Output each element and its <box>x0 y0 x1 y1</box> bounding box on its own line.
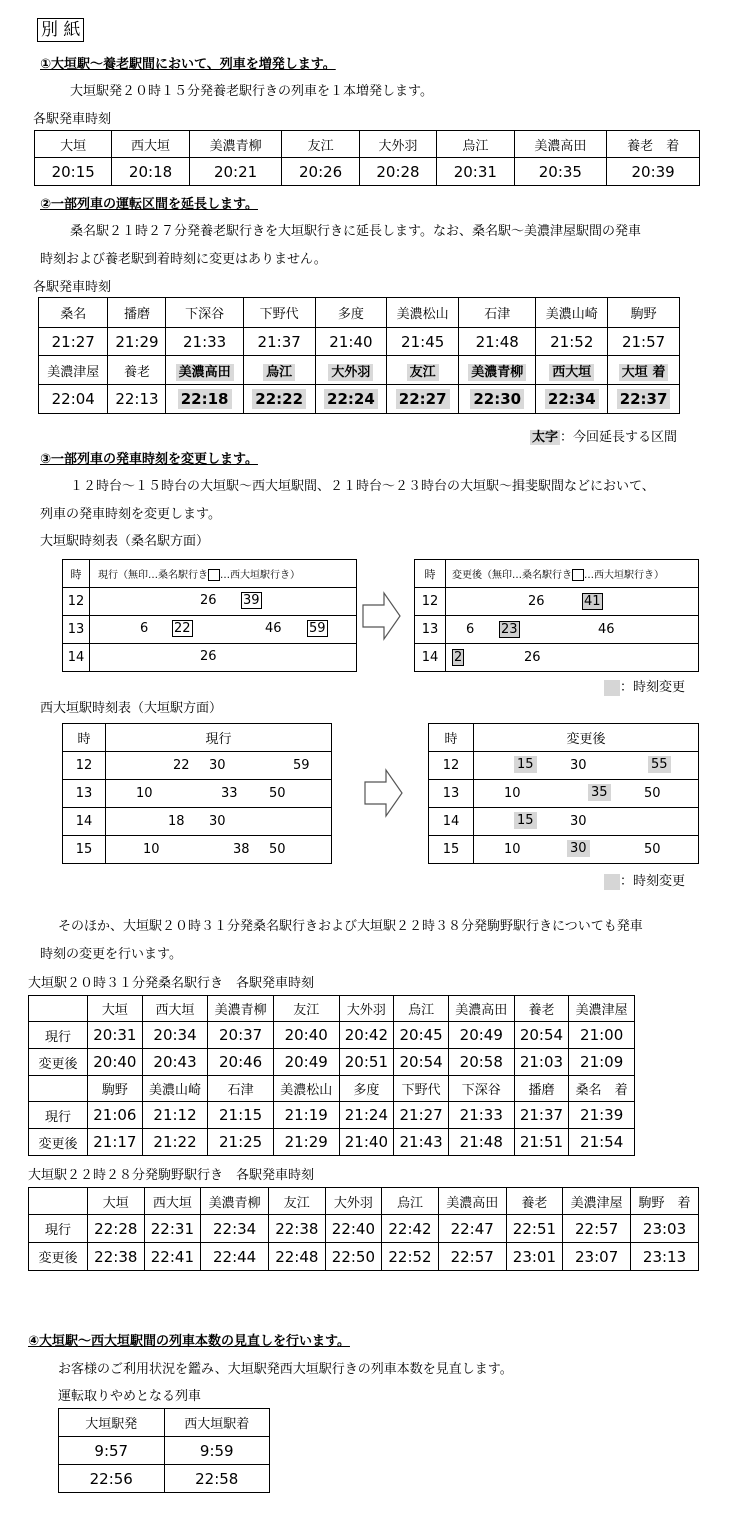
section2-table <box>38 297 680 414</box>
bold-time: 22:22 <box>252 389 306 409</box>
station-cell: 美濃山崎 <box>536 298 608 328</box>
bold-time: 美濃高田 <box>176 364 234 381</box>
row-label: 現行 <box>29 1215 88 1243</box>
time-cell: 23:03 <box>631 1215 699 1243</box>
time-cell: 22:13 <box>108 385 166 414</box>
bold-time: 22:27 <box>396 389 450 409</box>
hour-cell: 13 <box>63 616 90 644</box>
time-cell: 21:29 <box>273 1129 339 1156</box>
section3-desc2: 列車の発車時刻を変更します。 <box>40 507 221 522</box>
table-cell: 22:56 <box>59 1465 165 1493</box>
time-cell: 20:34 <box>142 1022 208 1049</box>
hour-cell: 14 <box>415 644 446 672</box>
station-cell: 西大垣 <box>142 996 208 1022</box>
table-cell: 22:58 <box>164 1465 270 1493</box>
t2-table <box>28 1187 699 1271</box>
minutes-cell: 10 38 50 <box>106 836 332 864</box>
station-cell: 美濃高田 <box>514 131 607 158</box>
station-cell: 養老 <box>514 996 569 1022</box>
section2-legend: 太字 ：今回延長する区間 <box>532 430 678 445</box>
station-cell: 養老 <box>108 356 166 385</box>
time-cell: 21:19 <box>273 1102 339 1129</box>
hour-cell: 13 <box>63 780 106 808</box>
time-cell: 23:07 <box>563 1243 631 1271</box>
minutes-cell: 18 30 <box>106 808 332 836</box>
time-cell: 21:27 <box>394 1102 449 1129</box>
section2-desc2: 時刻および養老駅到着時刻に変更はありません。 <box>40 252 327 267</box>
station-cell: 桑名 <box>39 298 108 328</box>
station-cell: 駒野 <box>608 298 680 328</box>
station-cell: 駒野 <box>88 1076 143 1102</box>
hour-cell: 13 <box>429 780 474 808</box>
time-cell: 20:40 <box>88 1049 143 1076</box>
station-cell <box>243 356 315 385</box>
time-cell: 20:51 <box>339 1049 394 1076</box>
station-cell: 美濃松山 <box>387 298 459 328</box>
minutes-cell: 26 <box>90 644 357 672</box>
time-cell <box>243 385 315 414</box>
time-cell: 22:51 <box>506 1215 563 1243</box>
hour-header: 時 <box>63 724 106 752</box>
arrow-right-icon <box>362 591 402 641</box>
minutes-cell: 2 26 <box>446 644 699 672</box>
section2-heading: ②一部列車の運転区間を延長します。 <box>40 197 258 212</box>
station-cell <box>536 356 608 385</box>
section2-desc1: 桑名駅２１時２７分発養老駅行きを大垣駅行きに延長します。なお、桑名駅～美濃津屋駅間の発車 <box>70 224 641 239</box>
minutes-cell: 26 41 <box>446 588 699 616</box>
minutes-cell: 10 30 50 <box>474 836 699 864</box>
minutes-cell: 15 30 <box>474 808 699 836</box>
nishi-new-table <box>428 723 699 864</box>
time-cell <box>608 385 680 414</box>
station-cell <box>315 356 387 385</box>
section1-heading: ①大垣駅～養老駅間において、列車を増発します。 <box>40 57 336 72</box>
nishi-timetable-label: 西大垣駅時刻表（大垣駅方面） <box>40 701 223 716</box>
row-label: 変更後 <box>29 1129 88 1156</box>
hour-cell: 12 <box>63 588 90 616</box>
time-cell: 23:01 <box>506 1243 563 1271</box>
time-cell: 21:15 <box>208 1102 274 1129</box>
hour-cell: 12 <box>415 588 446 616</box>
minutes-cell: 6 22 46 59 <box>90 616 357 644</box>
time-cell: 20:15 <box>35 158 112 186</box>
time-cell: 22:47 <box>438 1215 506 1243</box>
ogaki-legend: ：時刻変更 <box>604 676 685 696</box>
station-cell: 播磨 <box>514 1076 569 1102</box>
time-cell: 21:33 <box>166 328 243 356</box>
station-cell <box>459 356 536 385</box>
station-cell <box>166 356 243 385</box>
time-cell: 20:58 <box>448 1049 514 1076</box>
time-cell: 22:04 <box>39 385 108 414</box>
station-cell: 美濃青柳 <box>201 1188 269 1215</box>
hour-cell: 14 <box>63 808 106 836</box>
page-title: 別 紙 <box>37 18 84 42</box>
time-cell <box>459 385 536 414</box>
ogaki-new-header: 変更後（無印…桑名駅行き …西大垣駅行き） <box>446 560 699 588</box>
minutes-cell: 10 35 50 <box>474 780 699 808</box>
hour-cell: 15 <box>63 836 106 864</box>
station-cell: 播磨 <box>108 298 166 328</box>
table-cell: 9:57 <box>59 1437 165 1465</box>
time-cell: 21:22 <box>142 1129 208 1156</box>
station-cell: 美濃高田 <box>438 1188 506 1215</box>
station-cell: 下野代 <box>243 298 315 328</box>
bold-time: 22:34 <box>545 389 599 409</box>
section1-table-label: 各駅発車時刻 <box>33 112 112 127</box>
time-cell: 20:31 <box>437 158 514 186</box>
other-changes-text1: そのほか、大垣駅２０時３１分発桑名駅行きおよび大垣駅２２時３８分発駒野駅行きについても発車 <box>58 919 643 934</box>
time-cell: 20:42 <box>339 1022 394 1049</box>
section2-table-label: 各駅発車時刻 <box>33 280 112 295</box>
bold-time: 大垣 着 <box>619 364 669 381</box>
bold-time: 西大垣 <box>549 364 594 381</box>
station-cell: 西大垣 <box>144 1188 201 1215</box>
time-cell: 23:13 <box>631 1243 699 1271</box>
time-cell: 21:54 <box>569 1129 635 1156</box>
ogaki-current-header: 現行（無印…桑名駅行き …西大垣駅行き） <box>90 560 357 588</box>
ogaki-new-table <box>414 559 699 672</box>
row-label: 現行 <box>29 1022 88 1049</box>
station-cell: 大外羽 <box>325 1188 382 1215</box>
section1-desc: 大垣駅発２０時１５分発養老駅行きの列車を１本増発します。 <box>70 84 433 99</box>
cancelled-trains-table <box>58 1408 270 1493</box>
time-cell: 21:52 <box>536 328 608 356</box>
station-cell: 桑名 着 <box>569 1076 635 1102</box>
station-cell: 大垣 <box>35 131 112 158</box>
station-cell: 烏江 <box>437 131 514 158</box>
col-header: 大垣駅発 <box>59 1409 165 1437</box>
time-cell <box>315 385 387 414</box>
station-cell: 美濃青柳 <box>189 131 282 158</box>
nishi-current-header: 現行 <box>106 724 332 752</box>
station-cell: 烏江 <box>394 996 449 1022</box>
time-cell: 21:40 <box>339 1129 394 1156</box>
time-cell: 20:35 <box>514 158 607 186</box>
station-cell: 烏江 <box>382 1188 439 1215</box>
time-cell: 20:26 <box>282 158 359 186</box>
station-cell: 友江 <box>282 131 359 158</box>
station-cell: 美濃津屋 <box>563 1188 631 1215</box>
section4-label: 運転取りやめとなる列車 <box>58 1389 202 1404</box>
time-cell: 20:45 <box>394 1022 449 1049</box>
row-label: 変更後 <box>29 1243 88 1271</box>
hour-header: 時 <box>429 724 474 752</box>
time-cell: 21:06 <box>88 1102 143 1129</box>
time-cell: 21:12 <box>142 1102 208 1129</box>
nishi-current-table <box>62 723 332 864</box>
time-cell: 21:25 <box>208 1129 274 1156</box>
time-cell: 22:38 <box>269 1215 326 1243</box>
time-cell <box>166 385 243 414</box>
section3-desc1: １２時台～１５時台の大垣駅～西大垣駅間、２１時台～２３時台の大垣駅～揖斐駅間などにおいて、 <box>70 479 655 494</box>
hour-cell: 14 <box>63 644 90 672</box>
time-cell: 20:40 <box>273 1022 339 1049</box>
station-cell: 石津 <box>208 1076 274 1102</box>
time-cell: 21:48 <box>448 1129 514 1156</box>
ogaki-timetable-label: 大垣駅時刻表（桑名駅方面） <box>40 534 210 549</box>
station-cell: 美濃山崎 <box>142 1076 208 1102</box>
time-cell: 22:40 <box>325 1215 382 1243</box>
time-cell: 22:34 <box>201 1215 269 1243</box>
station-cell: 友江 <box>273 996 339 1022</box>
bold-time: 大外羽 <box>328 364 373 381</box>
time-cell: 22:41 <box>144 1243 201 1271</box>
time-cell: 20:54 <box>514 1022 569 1049</box>
time-cell: 21:37 <box>243 328 315 356</box>
section4-heading: ④大垣駅～西大垣駅間の列車本数の見直しを行います。 <box>28 1334 350 1349</box>
time-cell <box>387 385 459 414</box>
station-cell <box>387 356 459 385</box>
hour-cell: 15 <box>429 836 474 864</box>
time-cell: 20:49 <box>273 1049 339 1076</box>
hour-cell: 12 <box>63 752 106 780</box>
ogaki-current-table <box>62 559 357 672</box>
station-cell: 石津 <box>459 298 536 328</box>
row-label: 現行 <box>29 1102 88 1129</box>
station-cell: 養老 着 <box>607 131 700 158</box>
time-cell: 21:48 <box>459 328 536 356</box>
time-cell: 20:54 <box>394 1049 449 1076</box>
row-label <box>29 1188 88 1215</box>
time-cell: 21:43 <box>394 1129 449 1156</box>
nishi-new-header: 変更後 <box>474 724 699 752</box>
station-cell: 下野代 <box>394 1076 449 1102</box>
time-cell: 21:17 <box>88 1129 143 1156</box>
row-label: 変更後 <box>29 1049 88 1076</box>
time-cell: 22:52 <box>382 1243 439 1271</box>
bold-time: 22:30 <box>470 389 524 409</box>
time-cell: 21:33 <box>448 1102 514 1129</box>
time-cell: 20:31 <box>88 1022 143 1049</box>
minutes-cell: 26 39 <box>90 588 357 616</box>
time-cell: 21:09 <box>569 1049 635 1076</box>
t1-table <box>28 995 635 1156</box>
time-cell: 21:03 <box>514 1049 569 1076</box>
time-cell: 20:43 <box>142 1049 208 1076</box>
station-cell: 大垣 <box>88 996 143 1022</box>
t1-label: 大垣駅２０時３１分発桑名駅行き 各駅発車時刻 <box>28 976 315 991</box>
time-cell: 22:44 <box>201 1243 269 1271</box>
time-cell: 21:40 <box>315 328 387 356</box>
time-cell: 22:31 <box>144 1215 201 1243</box>
arrow-right-icon <box>364 768 404 818</box>
time-cell: 20:28 <box>359 158 436 186</box>
minutes-cell: 10 33 50 <box>106 780 332 808</box>
station-cell: 友江 <box>269 1188 326 1215</box>
station-cell: 多度 <box>315 298 387 328</box>
time-cell: 21:39 <box>569 1102 635 1129</box>
table-cell: 9:59 <box>164 1437 270 1465</box>
time-cell: 21:37 <box>514 1102 569 1129</box>
nishi-legend: ：時刻変更 <box>604 870 685 890</box>
minutes-cell: 15 30 55 <box>474 752 699 780</box>
time-cell: 21:57 <box>608 328 680 356</box>
section1-table <box>34 130 700 186</box>
time-cell: 22:48 <box>269 1243 326 1271</box>
row-label <box>29 1076 88 1102</box>
station-cell: 西大垣 <box>112 131 189 158</box>
time-cell: 22:28 <box>88 1215 145 1243</box>
station-cell: 美濃津屋 <box>569 996 635 1022</box>
time-cell: 21:45 <box>387 328 459 356</box>
section3-heading: ③一部列車の発車時刻を変更します。 <box>40 452 258 467</box>
hour-cell: 12 <box>429 752 474 780</box>
minutes-cell: 22 30 59 <box>106 752 332 780</box>
minutes-cell: 6 23 46 <box>446 616 699 644</box>
hour-header: 時 <box>63 560 90 588</box>
hour-header: 時 <box>415 560 446 588</box>
station-cell: 美濃津屋 <box>39 356 108 385</box>
time-cell: 22:42 <box>382 1215 439 1243</box>
station-cell: 下深谷 <box>448 1076 514 1102</box>
bold-time: 22:37 <box>617 389 671 409</box>
bold-time: 友江 <box>407 364 439 381</box>
station-cell: 美濃青柳 <box>208 996 274 1022</box>
station-cell: 駒野 着 <box>631 1188 699 1215</box>
col-header: 西大垣駅着 <box>164 1409 270 1437</box>
station-cell: 下深谷 <box>166 298 243 328</box>
time-cell: 21:51 <box>514 1129 569 1156</box>
station-cell <box>608 356 680 385</box>
station-cell: 大外羽 <box>359 131 436 158</box>
bold-time: 22:18 <box>178 389 232 409</box>
time-cell: 20:37 <box>208 1022 274 1049</box>
time-cell: 22:50 <box>325 1243 382 1271</box>
station-cell: 養老 <box>506 1188 563 1215</box>
time-cell: 20:49 <box>448 1022 514 1049</box>
time-cell: 21:27 <box>39 328 108 356</box>
section4-desc: お客様のご利用状況を鑑み、大垣駅発西大垣駅行きの列車本数を見直します。 <box>58 1362 513 1377</box>
time-cell: 21:29 <box>108 328 166 356</box>
time-cell: 22:38 <box>88 1243 145 1271</box>
time-cell: 21:00 <box>569 1022 635 1049</box>
time-cell <box>536 385 608 414</box>
station-cell: 美濃松山 <box>273 1076 339 1102</box>
time-cell: 21:24 <box>339 1102 394 1129</box>
time-cell: 20:21 <box>189 158 282 186</box>
time-cell: 20:18 <box>112 158 189 186</box>
time-cell: 20:46 <box>208 1049 274 1076</box>
hour-cell: 13 <box>415 616 446 644</box>
bold-time: 22:24 <box>324 389 378 409</box>
bold-time: 烏江 <box>263 364 295 381</box>
time-cell: 20:39 <box>607 158 700 186</box>
bold-time: 美濃青柳 <box>468 364 526 381</box>
station-cell: 多度 <box>339 1076 394 1102</box>
row-label <box>29 996 88 1022</box>
other-changes-text2: 時刻の変更を行います。 <box>40 947 182 962</box>
time-cell: 22:57 <box>563 1215 631 1243</box>
time-cell: 22:57 <box>438 1243 506 1271</box>
hour-cell: 14 <box>429 808 474 836</box>
station-cell: 美濃高田 <box>448 996 514 1022</box>
station-cell: 大垣 <box>88 1188 145 1215</box>
t2-label: 大垣駅２２時２８分発駒野駅行き 各駅発車時刻 <box>28 1168 315 1183</box>
station-cell: 大外羽 <box>339 996 394 1022</box>
